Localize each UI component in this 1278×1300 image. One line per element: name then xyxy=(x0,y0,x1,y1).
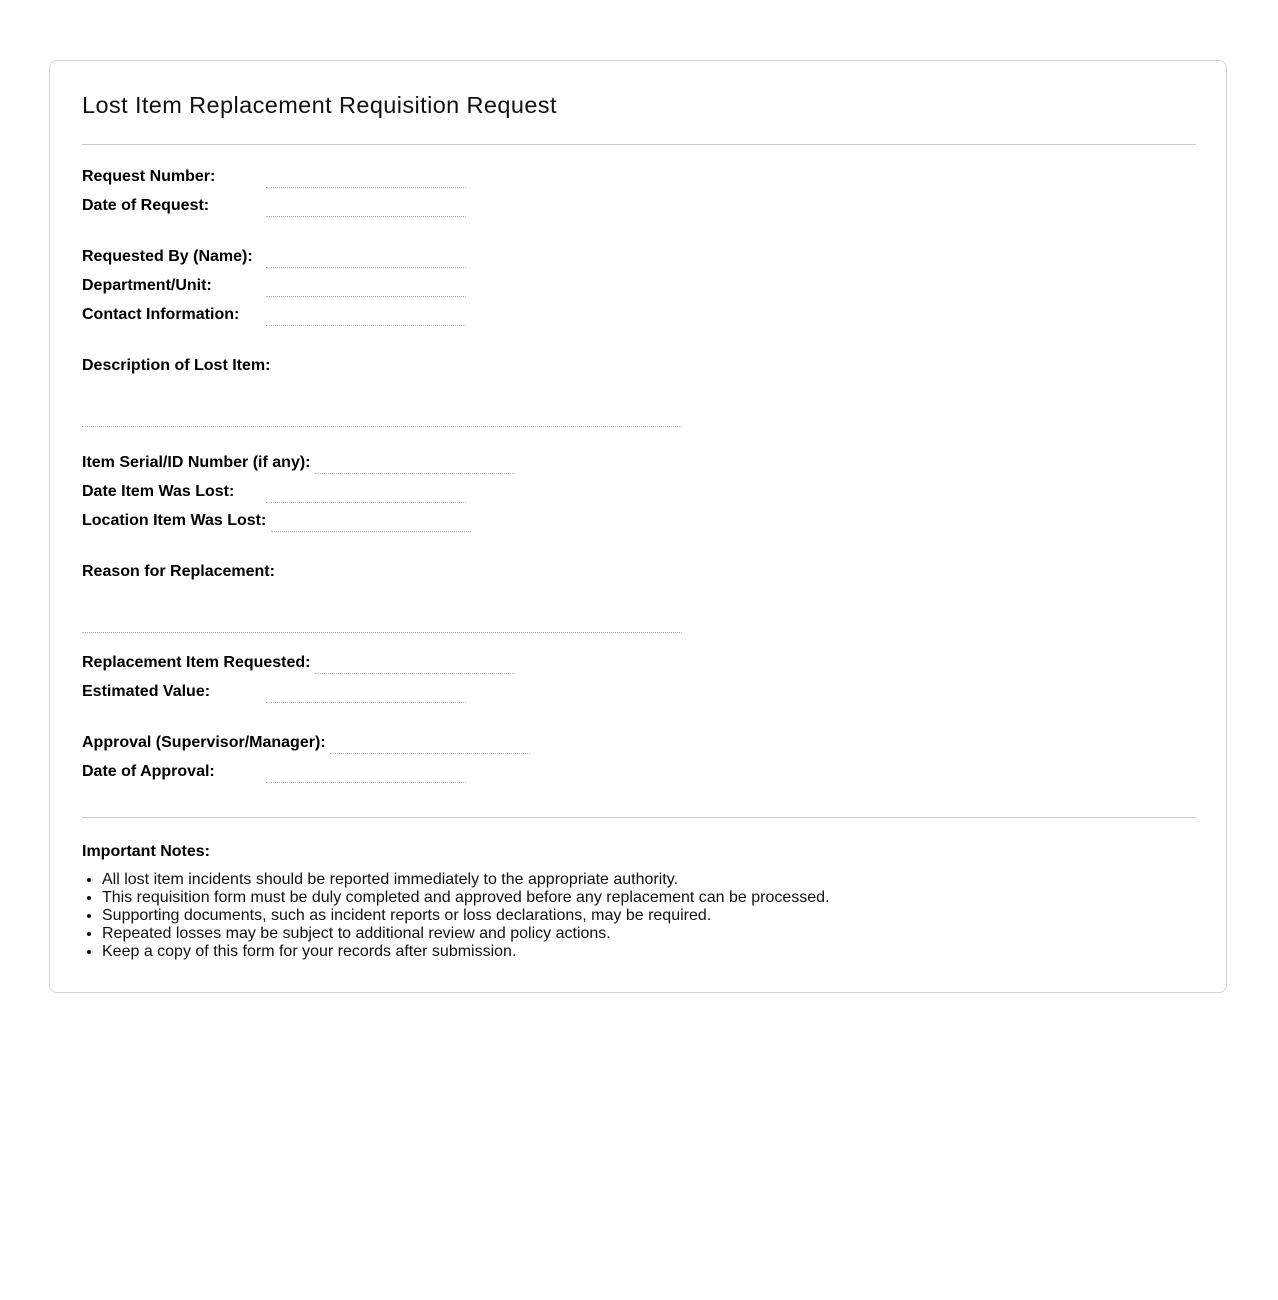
requested-by-label: Requested By (Name): xyxy=(82,248,253,265)
reason-field[interactable] xyxy=(82,632,682,633)
notes-list xyxy=(82,871,830,961)
contact-information-label: Contact Information: xyxy=(82,306,240,323)
date-of-approval-field[interactable] xyxy=(266,782,466,783)
request-number-field[interactable] xyxy=(266,187,466,188)
description-label: Description of Lost Item: xyxy=(82,357,271,374)
note-item: • Keep a copy of this form for your records after submission. xyxy=(102,943,830,961)
note-item: • This requisition form must be duly completed and approved before any replacement can be processed. xyxy=(102,889,830,907)
date-lost-label: Date Item Was Lost: xyxy=(82,483,235,500)
date-lost-field[interactable] xyxy=(266,502,466,503)
department-field[interactable] xyxy=(266,296,466,297)
title-divider xyxy=(82,144,1196,145)
date-of-request-label: Date of Request: xyxy=(82,197,210,214)
serial-number-field[interactable] xyxy=(315,473,515,474)
notes-heading: Important Notes: xyxy=(82,843,210,860)
date-of-request-field[interactable] xyxy=(266,216,466,217)
contact-information-field[interactable] xyxy=(266,325,466,326)
location-lost-field[interactable] xyxy=(271,531,471,532)
estimated-value-label: Estimated Value: xyxy=(82,683,211,700)
notes-divider xyxy=(82,817,1196,818)
request-number-label: Request Number: xyxy=(82,168,216,185)
approval-field[interactable] xyxy=(330,753,530,754)
department-label: Department/Unit: xyxy=(82,277,212,294)
serial-number-label: Item Serial/ID Number (if any): xyxy=(82,454,311,471)
approval-label: Approval (Supervisor/Manager): xyxy=(82,734,326,751)
date-of-approval-label: Date of Approval: xyxy=(82,763,215,780)
replacement-item-label: Replacement Item Requested: xyxy=(82,654,311,671)
note-item: • Supporting documents, such as incident reports or loss declarations, may be required. xyxy=(102,907,830,925)
description-field[interactable] xyxy=(82,426,682,427)
requested-by-field[interactable] xyxy=(266,267,466,268)
note-item: • All lost item incidents should be reported immediately to the appropriate authority. xyxy=(102,871,830,889)
form-title: Lost Item Replacement Requisition Request xyxy=(82,92,557,118)
estimated-value-field[interactable] xyxy=(266,702,466,703)
form-card xyxy=(49,60,1227,993)
reason-label: Reason for Replacement: xyxy=(82,563,275,580)
note-item: • Repeated losses may be subject to additional review and policy actions. xyxy=(102,925,830,943)
replacement-item-field[interactable] xyxy=(315,673,515,674)
location-lost-label: Location Item Was Lost: xyxy=(82,512,267,529)
